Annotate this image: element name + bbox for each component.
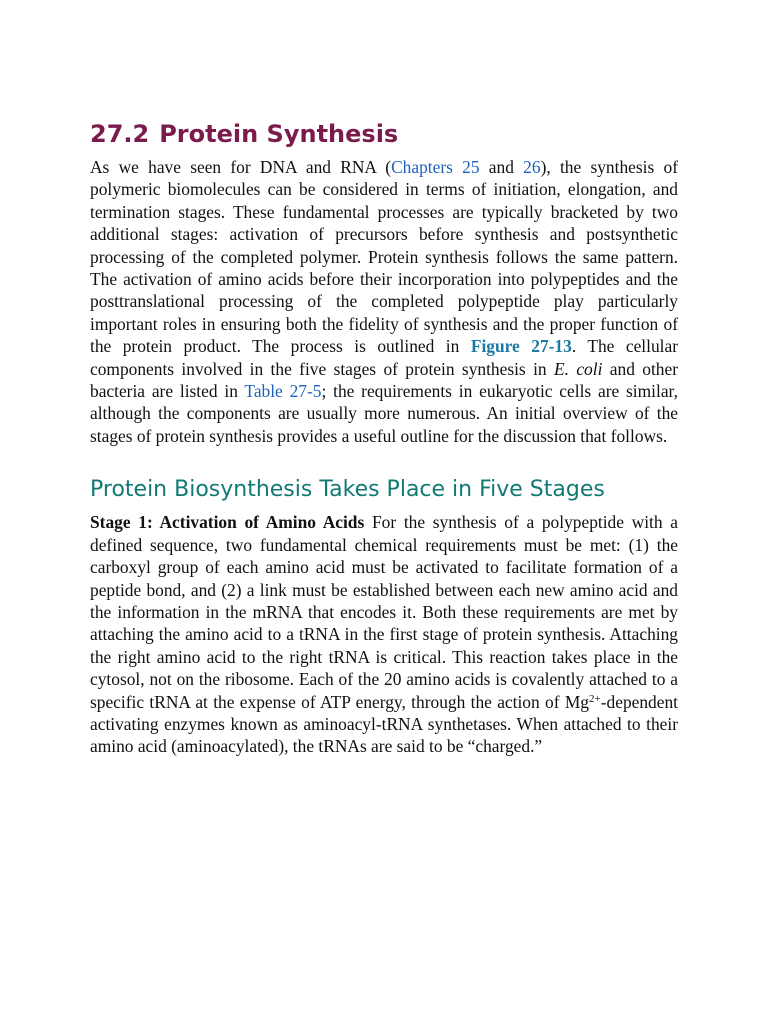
section-heading bbox=[90, 118, 678, 150]
intro-text-4: . The cellular components involved in the five stages of protein synthesis in bbox=[90, 336, 678, 379]
table-27-5-link[interactable]: Table 27-5 bbox=[244, 381, 322, 402]
intro-text-5: and other bacteria are listed in bbox=[90, 358, 678, 402]
e-coli-italic: E. coli bbox=[553, 358, 603, 379]
document-page bbox=[90, 118, 678, 758]
stage-1-paragraph bbox=[90, 511, 678, 757]
chapters-25-link[interactable]: Chapters 25 bbox=[391, 157, 480, 177]
figure-27-13-link[interactable]: Figure 27-13 bbox=[470, 336, 572, 357]
intro-paragraph bbox=[90, 156, 678, 447]
stage-1-title: Stage 1: Activation of Amino Acids bbox=[90, 512, 365, 533]
section-number: 27.2 bbox=[90, 120, 150, 148]
section-title: Protein Synthesis bbox=[159, 120, 399, 148]
intro-text-3: ), the synthesis of polymeric biomolecules can be considered in terms of initiation, elongation, and termination stages. These fundamental processes are typically bracketed by two additional stages: activation of precursors before synthesis and postsynthetic processing of the completed polymer. Protein synthesis follows the same pattern. The activation of amino acids before their incorporation into polypeptides and the posttranslational processing of the completed polypeptide play particularly important roles in ensuring both the fidelity of synthesis and the proper function of the protein product. The process is outlined in bbox=[90, 157, 678, 357]
intro-text-1: As we have seen for DNA and RNA ( bbox=[90, 157, 392, 177]
intro-text-6: ; the requirements in eukaryotic cells are similar, although the components are usually more numerous. An initial overview of the stages of protein synthesis provides a useful outline for the discussion that follows. bbox=[90, 381, 678, 446]
intro-text-2: and bbox=[479, 157, 524, 177]
stage-1-text-1: For the synthesis of a polypeptide with a defined sequence, two fundamental chemical requirements must be met: (1) the carboxyl group of each amino acid must be activated to facilitate formation of a peptide bond, and (2) a link must be established between each new amino acid and the information in the mRNA that encodes it. Both these requirements are met by attaching the amino acid to a tRNA in the first stage of protein synthesis. Attaching the right amino acid to the right tRNA is critical. This reaction takes place in the cytosol, not on the ribosome. Each of the 20 amino acids is covalently attached to a specific tRNA at the expense of ATP energy, through the action of Mg bbox=[90, 512, 679, 712]
mg-charge-superscript: 2+ bbox=[589, 692, 601, 705]
stage-1-text-2: -dependent activating enzymes known as aminoacyl-tRNA synthetases. When attached to their amino acid (aminoacylated), the tRNAs are said to be “charged.” bbox=[90, 691, 678, 757]
subsection-heading: Protein Biosynthesis Takes Place in Five Stages bbox=[90, 477, 605, 503]
chapter-26-link[interactable]: 26 bbox=[523, 157, 541, 177]
